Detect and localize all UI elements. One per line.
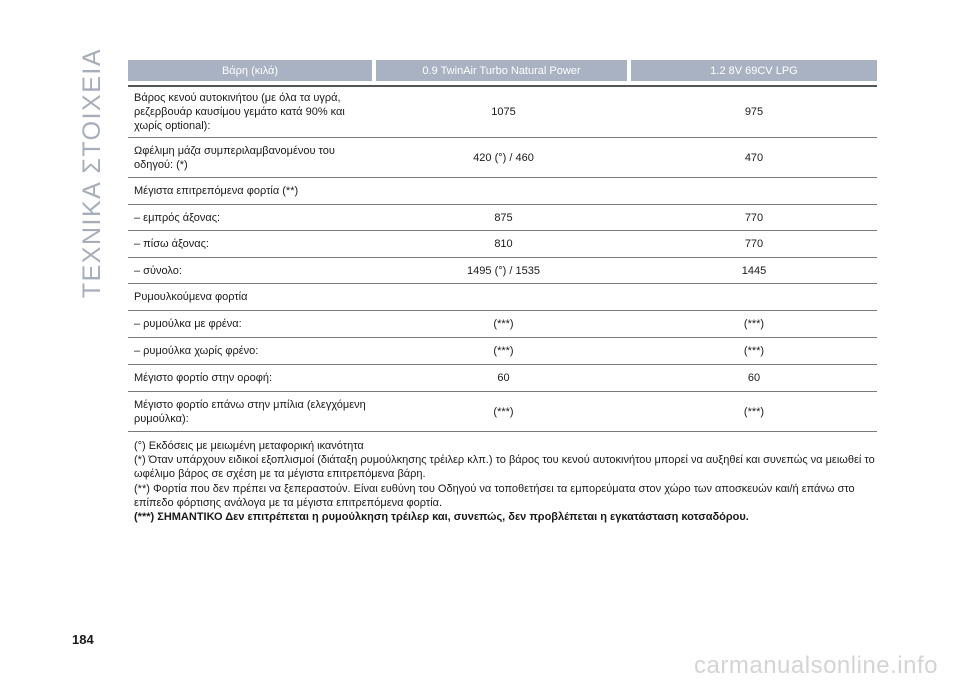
row-label: Βάρος κενού αυτοκινήτου (με όλα τα υγρά, ρεζερβουάρ καυσίμου γεμάτο κατά 90% και χωρίς optional): bbox=[128, 87, 376, 138]
row-value-lpg bbox=[631, 178, 877, 205]
table-row bbox=[128, 231, 877, 258]
footnote-triple-asterisk: (***) ΣΗΜΑΝΤΙΚΟ Δεν επιτρέπεται η ρυμούλκηση τρέιλερ και, συνεπώς, δεν προβλέπεται η εγκατάσταση κοτσαδόρου. bbox=[134, 511, 749, 524]
row-value-lpg: 975 bbox=[631, 87, 877, 138]
table-row bbox=[128, 178, 877, 205]
row-label: Μέγιστο φορτίο στην οροφή: bbox=[128, 365, 376, 392]
row-label: – ρυμούλκα με φρένα: bbox=[128, 311, 376, 338]
footnote-degree: (°) Εκδόσεις με μειωμένη μεταφορική ικανότητα bbox=[134, 440, 364, 452]
row-value-twinair: 60 bbox=[376, 365, 631, 392]
row-value-twinair bbox=[376, 178, 631, 205]
row-value-twinair: (***) bbox=[376, 338, 631, 365]
table-row bbox=[128, 87, 877, 138]
table-row bbox=[128, 138, 877, 178]
row-label: – ρυμούλκα χωρίς φρένο: bbox=[128, 338, 376, 365]
row-value-twinair bbox=[376, 284, 631, 311]
table-row bbox=[128, 311, 877, 338]
weights-table bbox=[128, 60, 877, 432]
row-value-twinair: (***) bbox=[376, 311, 631, 338]
row-value-lpg: 770 bbox=[631, 231, 877, 258]
row-value-twinair: 1495 (°) / 1535 bbox=[376, 258, 631, 284]
table-header-row bbox=[128, 60, 877, 81]
table-row bbox=[128, 205, 877, 231]
row-value-lpg bbox=[631, 284, 877, 311]
row-label: Μέγιστο φορτίο επάνω στην μπίλια (ελεγχόμενη ρυμούλκα): bbox=[128, 392, 376, 432]
page-number: 184 bbox=[72, 632, 94, 647]
section-title-text: ΤΕΧΝΙΚΑ ΣΤΟΙΧΕΙΑ bbox=[78, 48, 106, 299]
row-label: Ρυμουλκούμενα φορτία bbox=[128, 284, 376, 311]
table-row bbox=[128, 365, 877, 392]
row-label: – σύνολο: bbox=[128, 258, 376, 284]
footnote-single-asterisk: (*) Όταν υπάρχουν ειδικοί εξοπλισμοί (διάταξη ρυμούλκησης τρέιλερ κλπ.) το βάρος του κενού αυτοκινήτου μπορεί να αυξηθεί και συνεπώς να μειωθεί το ωφέλιμο βάρος σε σχέση με τα μέγιστα επιτρεπόμενα βάρη. bbox=[134, 454, 875, 481]
row-label: Ωφέλιμη μάζα συμπεριλαμβανομένου του οδηγού: (*) bbox=[128, 138, 376, 178]
row-value-twinair: 810 bbox=[376, 231, 631, 258]
table-row bbox=[128, 338, 877, 365]
header-twinair: 0.9 TwinAir Turbo Natural Power bbox=[376, 60, 631, 81]
section-side-title bbox=[72, 48, 112, 299]
row-value-lpg: (***) bbox=[631, 338, 877, 365]
row-value-lpg: 1445 bbox=[631, 258, 877, 284]
row-value-twinair: 875 bbox=[376, 205, 631, 231]
footnotes bbox=[134, 439, 884, 524]
table-row bbox=[128, 284, 877, 311]
row-value-lpg: (***) bbox=[631, 311, 877, 338]
row-label: – πίσω άξονας: bbox=[128, 231, 376, 258]
header-weights: Βάρη (κιλά) bbox=[128, 60, 376, 81]
watermark: carmanualsonline.info bbox=[694, 652, 938, 679]
header-lpg: 1.2 8V 69CV LPG bbox=[631, 60, 877, 81]
row-value-twinair: 420 (°) / 460 bbox=[376, 138, 631, 178]
row-value-twinair: (***) bbox=[376, 392, 631, 432]
row-value-lpg: 470 bbox=[631, 138, 877, 178]
row-value-twinair: 1075 bbox=[376, 87, 631, 138]
row-label: – εμπρός άξονας: bbox=[128, 205, 376, 231]
row-value-lpg: 60 bbox=[631, 365, 877, 392]
row-value-lpg: (***) bbox=[631, 392, 877, 432]
table-row bbox=[128, 258, 877, 284]
row-value-lpg: 770 bbox=[631, 205, 877, 231]
footnote-double-asterisk: (**) Φορτία που δεν πρέπει να ξεπεραστούν. Είναι ευθύνη του Οδηγού να τοποθετήσει τα εμπορεύματα στον χώρο των αποσκευών και/ή επάνω στο επίπεδο φόρτισης ανάλογα με τα μέγιστα επιτρεπόμενα φορτία. bbox=[134, 482, 855, 509]
table-row bbox=[128, 392, 877, 432]
row-label: Μέγιστα επιτρεπόμενα φορτία (**) bbox=[128, 178, 376, 205]
